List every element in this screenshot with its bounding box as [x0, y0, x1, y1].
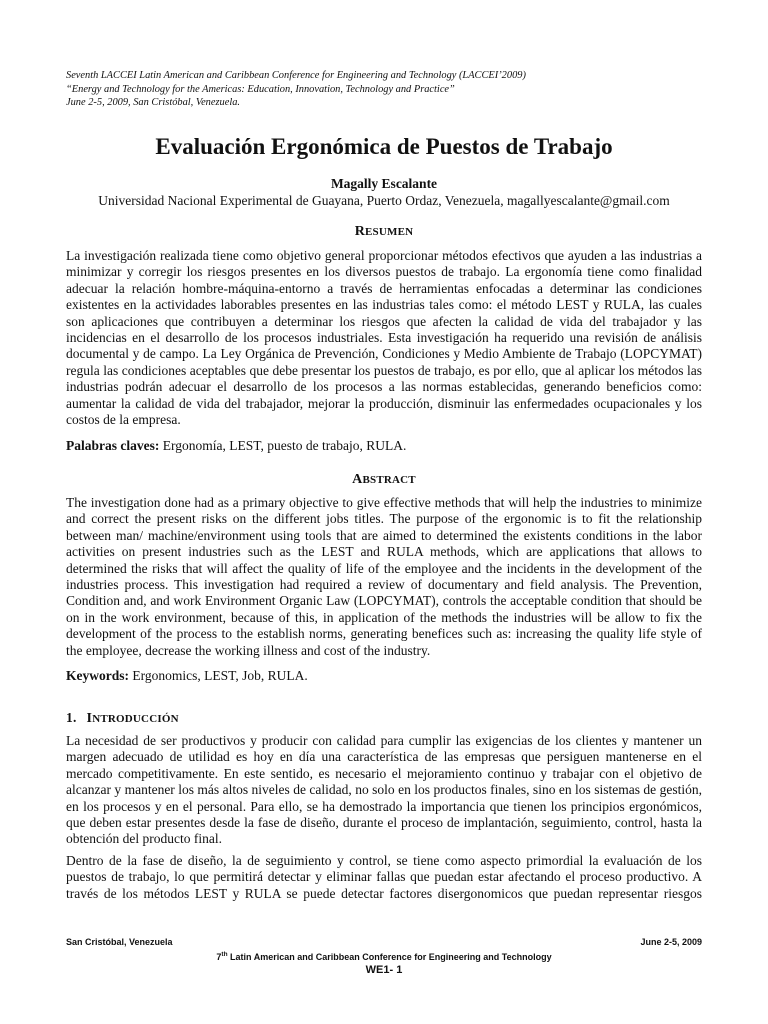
footer-conference [66, 949, 702, 963]
conference-header [66, 69, 686, 110]
abstract-heading [0, 473, 768, 487]
abstract-keywords-value: Ergonomics, LEST, Job, RULA. [129, 668, 308, 683]
footer-conference-suffix: th [221, 951, 228, 958]
introduction-paragraph-1: La necesidad de ser productivos y producir con calidad para cumplir las exigencias de los clientes y mantener un margen adecuado de utilidad es hoy en día una característica de las empresas que persiguen mantenerse en el mercado competitivamente. En este sentido, es necesario el mejoramiento continuo y trabajar con el objetivo de alcanzar y mantener los más altos niveles de calidad, no solo en los productos finales, sino en los sistemas de gestión, en los procesos y en el personal. Para ello, se ha demostrado la importancia que tienen los principios ergonómicos, que deben estar presentes desde la fase de diseño, durante el proceso de implantación, seguimiento, control, hasta la obtención del producto final. [66, 733, 702, 847]
resumen-heading [0, 225, 768, 239]
page-footer [66, 936, 702, 996]
conference-header-line-2: “Energy and Technology for the Americas: Education, Innovation, Technology and Practice” [66, 83, 455, 95]
author-name: Magally Escalante [330, 176, 438, 191]
page-number: WE1- 1 [365, 964, 403, 976]
conference-header-line-3: June 2-5, 2009, San Cristóbal, Venezuela. [66, 97, 241, 109]
introduction-number: 1. [66, 710, 77, 725]
abstract-text: The investigation done had as a primary objective to give effective methods that will help the industries to minimize and correct the present risks on the different jobs titles. The purpose of the ergonomic is to fit the relationship between man/ machine/environment using tools that are aimed to determined the existents conditions in the labor activities on present industries such as the LEST and RULA methods, which are applications that allows to determined the risks that will affect the quality of life of the employee and the incidents in the development of the industries process. This investigation had required a review of documentary and field analysis. The Prevention, Condition and, and work Environment Organic Law (LOPCYMAT), controls the acceptable condition that should be on in the work environment, because of this, in application of the methods the industries will be allow to fix the development of the process to the establish norms, generating benefices such as: increasing the quality life style of the employee, decrease the working illness and cost of the industry. [66, 495, 702, 658]
introduction-paragraph-2: Dentro de la fase de diseño, la de seguimiento y control, se tiene como aspecto primordial la evaluación de los puestos de trabajo, lo que permitirá detectar y eliminar fallas que puedan estar afectando el proceso productivo. A través de los métodos LEST y RULA se puede detectar factores disergonomicos que puedan representar riesgos [66, 853, 702, 901]
footer-location: San Cristóbal, Venezuela [66, 937, 173, 947]
footer-date: June 2-5, 2009 [640, 937, 702, 947]
paper-title: Evaluación Ergonómica de Puestos de Trabajo [155, 134, 613, 159]
introduction-heading-initial: I [86, 711, 93, 726]
resumen-keywords-value: Ergonomía, LEST, puesto de trabajo, RULA. [159, 438, 407, 453]
abstract-heading-initial: A [352, 472, 363, 487]
resumen-text: La investigación realizada tiene como objetivo general proporcionar métodos efectivos que ayuden a las industrias a minimizar y corregir los riesgos presentes en los diversos puestos de trabajo. La ergonomía tiene como finalidad adecuar la relación hombre-máquina-entorno a través de herramientas enfocadas a determinar las condiciones existentes en la actividades laborables presentes en las industrias tales como: el método LEST y RULA, las cuales son aplicaciones que contribuyen a determinar los riesgos que afecten la calidad de vida del trabajador y las incidencias en el desarrollo de los procesos industriales. Esta investigación ha requerido una revisión de análisis documental y de campo. La Ley Orgánica de Prevención, Condiciones y Medio Ambiente de Trabajo (LOPCYMAT) regula las condiciones aceptables que debe presentar los puestos de trabajo, es por ello, que al aplicar los métodos las industrias podrán adecuar el desarrollo de los procesos a las normas establecidas, generando beneficios como: aumentar la calidad de vida del trabajador, mejorar la producción, disminuir las enfermedades ocupacionales y los costos de la empresa. [66, 248, 702, 428]
resumen-heading-rest: ESUMEN [365, 226, 414, 238]
footer-conference-name: Latin American and Caribbean Conference for Engineering and Technology [227, 952, 552, 962]
introduction-heading-rest: NTRODUCCIÓN [92, 713, 179, 725]
introduction-heading [66, 711, 179, 726]
abstract-keywords [66, 668, 702, 684]
abstract-heading-rest: BSTRACT [362, 474, 416, 486]
abstract-keywords-label: Keywords: [66, 668, 129, 683]
author-affiliation: Universidad Nacional Experimental de Guayana, Puerto Ordaz, Venezuela, magallyescalante@gmail.com [98, 193, 670, 208]
conference-header-line-1: Seventh LACCEI Latin American and Caribbean Conference for Engineering and Technology (LACCEI’2009) [66, 70, 526, 81]
resumen-keywords [66, 438, 702, 454]
resumen-heading-initial: R [354, 224, 366, 239]
footer-conference-number: 7 [216, 952, 222, 962]
resumen-keywords-label: Palabras claves: [66, 438, 160, 453]
